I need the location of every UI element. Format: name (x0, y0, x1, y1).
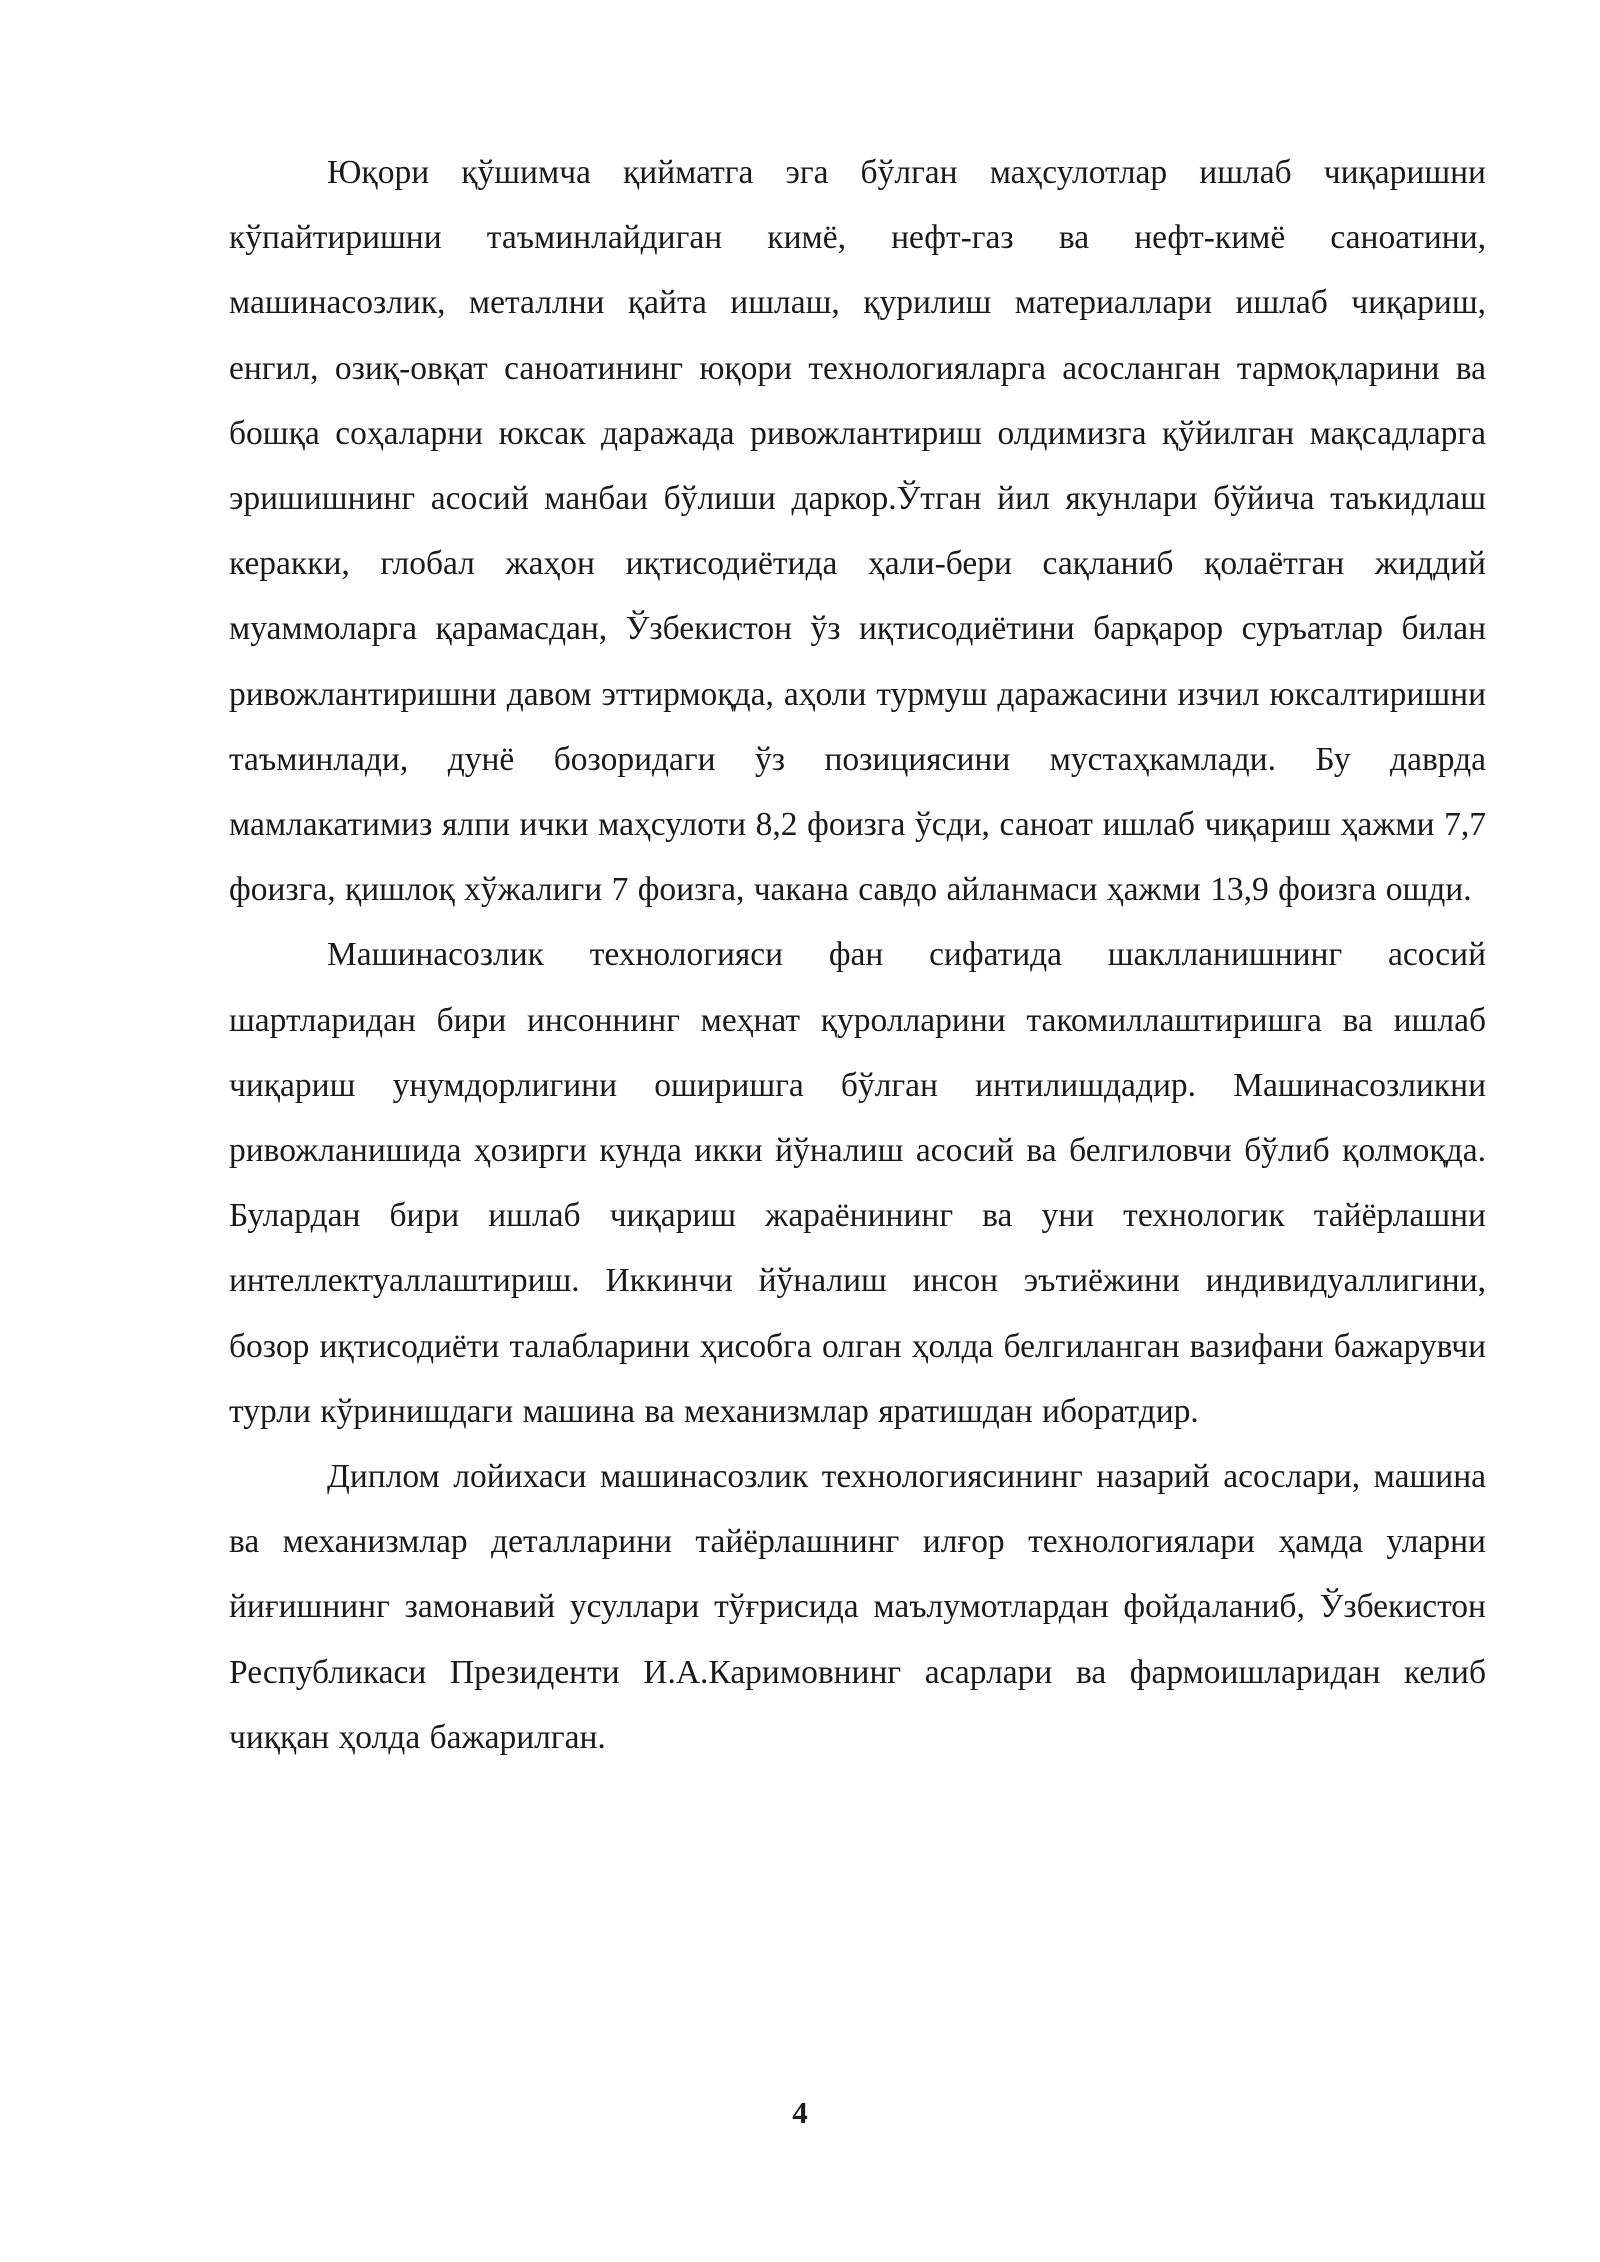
body-text (229, 140, 1486, 1770)
paragraph-3: Диплом лойихаси машинасозлик технологиясининг назарий асослари, машина ва механизмлар деталларини тайёрлашнинг илғор технологиялари ҳамда уларни йиғишнинг замонавий усуллари тўғрисида маълумотлардан фойдаланиб, Ўзбекистон Республикаси Президенти И.А.Каримовнинг асарлари ва фармоишларидан келиб чиққан ҳолда бажарилган. (229, 1458, 1486, 1756)
page-number: 4 (792, 2095, 808, 2130)
paragraph-1: Юқори қўшимча қийматга эга бўлган маҳсулотлар ишлаб чиқаришни кўпайтиришни таъминлайдиган кимё, нефт-газ ва нефт-кимё саноатини, машинасозлик, металлни қайта ишлаш, қурилиш материаллари ишлаб чиқариш, енгил, озиқ-овқат саноатининг юқори технологияларга асосланган тармоқларини ва бошқа соҳаларни юксак даражада ривожлантириш олдимизга қўйилган мақсадларга эришишнинг асосий манбаи бўлиши даркор.Ўтган йил якунлари бўйича таъкидлаш керакки, глобал жаҳон иқтисодиётида ҳали-бери сақланиб қолаётган жиддий муаммоларга қарамасдан, Ўзбекистон ўз иқтисодиётини барқарор суръатлар билан ривожлантиришни давом эттирмоқда, аҳоли турмуш даражасини изчил юксалтиришни таъминлади, дунё бозоридаги ўз позициясини мустаҳкамлади. Бу даврда мамлакатимиз ялпи ички маҳсулоти 8,2 фоизга ўсди, саноат ишлаб чиқариш ҳажми 7,7 фоизга, қишлоқ хўжалиги 7 фоизга, чакана савдо айланмаси ҳажми 13,9 фоизга ошди. (229, 154, 1486, 909)
paragraph-2: Машинасозлик технологияси фан сифатида шаклланишнинг асосий шартларидан бири инсоннинг меҳнат қуролларини такомиллаштиришга ва ишлаб чиқариш унумдорлигини оширишга бўлган интилишдадир. Машинасозликни ривожланишида ҳозирги кунда икки йўналиш асосий ва белгиловчи бўлиб қолмоқда. Булардан бири ишлаб чиқариш жараёнининг ва уни технологик тайёрлашни интеллектуаллаштириш. Иккинчи йўналиш инсон эътиёжини индивидуаллигини, бозор иқтисодиёти талабларини ҳисобга олган ҳолда белгиланган вазифани бажарувчи турли кўринишдаги машина ва механизмлар яратишдан иборатдир. (229, 936, 1486, 1430)
